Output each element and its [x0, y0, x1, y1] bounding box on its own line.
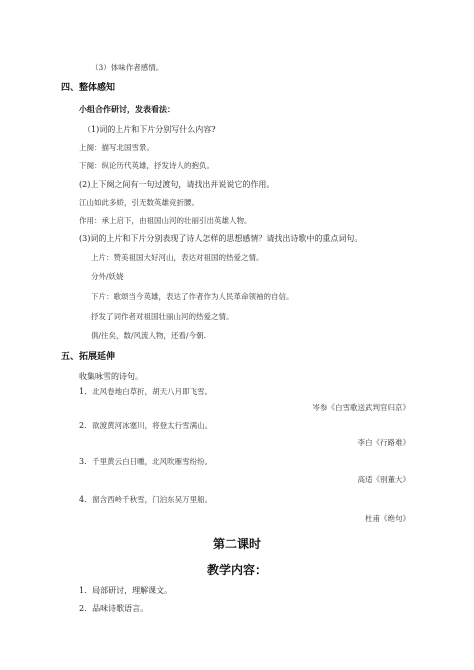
poem-source-3: 高适《别董大》: [357, 475, 410, 484]
teaching-content-title: 教学内容：: [206, 563, 267, 577]
poem-source-1: 岑参《白雪歌送武判官归京》: [312, 403, 410, 412]
poem-source-4: 杜甫《绝句》: [365, 514, 410, 523]
question-3: (3)词的上片和下片分别表现了诗人怎样的思想感情？请找出诗歌中的重点词句。: [79, 234, 363, 243]
lesson-item-1: 1．局部研讨，理解课文。: [79, 586, 173, 595]
poem-4: [79, 494, 212, 505]
poem-number: 4．: [79, 495, 93, 504]
question-2: (2)上下阕之间有一句过渡句，请找出并说说它的作用。: [79, 180, 275, 189]
question-1: （1)词的上片和下片分别写什么内容?: [83, 125, 216, 134]
section-4-subtitle: 小组合作研讨，发表看法：: [79, 105, 175, 114]
answer-3-words: 分外/妖娆: [91, 272, 124, 281]
poem-1: [79, 386, 212, 397]
answer-2-sentence: 江山如此多娇，引无数英雄竞折腰。: [79, 198, 199, 207]
poem-number: 3．: [79, 457, 93, 466]
answer-2-function: 作用：承上启下，由祖国山河的壮丽引出英雄人物。: [79, 216, 252, 225]
poem-text: 北风卷地白草折，胡天八月即飞雪。: [92, 387, 213, 396]
answer-3-express: 抒发了词作者对祖国壮丽山河的热爱之情。: [91, 312, 234, 321]
answer-3-keywords: 俱/往矣，数/风流人物，还看/今朝.: [91, 331, 206, 340]
answer-3-lower: 下片：歌颂当今英雄，表达了作者作为人民革命领袖的自信。: [91, 292, 294, 301]
answer-1-lower: 下阕：纵论历代英雄，抒发诗人的抱负。: [79, 161, 214, 170]
answer-3-upper: 上片：赞美祖国大好河山，表达对祖国的热爱之情。: [91, 253, 264, 262]
poem-source-2: 李白《行路难》: [357, 438, 410, 447]
poem-text: 欲渡黄河冰塞川，将登太行雪满山。: [92, 421, 213, 430]
poem-number: 1．: [79, 387, 93, 396]
section-4-title: 四、整体感知: [61, 83, 116, 93]
lesson-2-title: 第二课时: [212, 537, 261, 551]
section-5-title: 五、拓展延伸: [61, 352, 116, 362]
poem-text: 千里黄云白日曛，北风吹雁雪纷纷。: [92, 457, 213, 466]
poem-number: 2．: [79, 421, 93, 430]
poem-3: [79, 456, 212, 467]
poem-2: [79, 420, 212, 431]
item-3: （3）体味作者感情。: [91, 63, 164, 72]
answer-1-upper: 上阕：描写北国雪景。: [79, 143, 154, 152]
section-5-intro: 收集咏雪的诗句。: [79, 372, 143, 381]
poem-text: 窗含西岭千秋雪，门泊东吴万里船。: [92, 495, 213, 504]
lesson-item-2: 2．品味诗歌语言。: [79, 604, 149, 613]
